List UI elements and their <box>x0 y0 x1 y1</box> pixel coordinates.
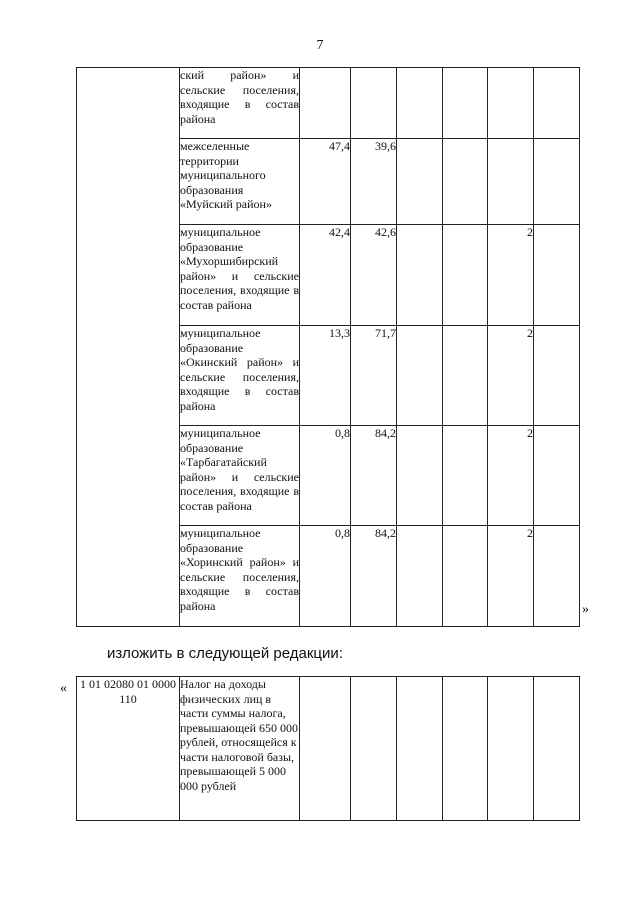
budget-table-new-edition <box>76 676 580 821</box>
value-cell: 42,6 <box>351 225 397 326</box>
value-cell <box>488 677 534 821</box>
value-cell <box>397 139 443 225</box>
closing-quote-mark: » <box>582 602 589 617</box>
value-cell <box>443 526 488 627</box>
value-cell <box>534 225 580 326</box>
value-cell <box>534 139 580 225</box>
instruction-text: изложить в следующей редакции: <box>107 645 343 662</box>
value-cell <box>443 68 488 139</box>
value-cell: 42,4 <box>300 225 351 326</box>
row-name-cell: Налог на доходы физических лиц в части суммы налога, превышающей 650 000 рублей, относящейся к части налоговой базы, превышающей 5 000 000 рублей <box>180 677 300 821</box>
value-cell: 84,2 <box>351 426 397 526</box>
value-cell: 84,2 <box>351 526 397 627</box>
value-cell <box>488 68 534 139</box>
value-cell: 2 <box>488 426 534 526</box>
page-number: 7 <box>316 38 324 53</box>
value-cell: 47,4 <box>300 139 351 225</box>
value-cell <box>397 677 443 821</box>
value-cell: 71,7 <box>351 326 397 426</box>
value-cell <box>397 68 443 139</box>
code-cell <box>77 68 180 627</box>
budget-table-continuation <box>76 67 580 627</box>
value-cell <box>300 677 351 821</box>
budget-code-cell: 1 01 02080 01 0000 110 <box>77 677 180 821</box>
value-cell <box>443 426 488 526</box>
row-name-cell: ский район» и сельские поселения, входящие в состав района <box>180 68 300 139</box>
value-cell <box>443 225 488 326</box>
row-name-cell: муниципальное образование «Окинский район» и сельские поселения, входящие в состав района <box>180 326 300 426</box>
value-cell <box>351 677 397 821</box>
opening-quote-mark: « <box>60 681 67 696</box>
value-cell: 13,3 <box>300 326 351 426</box>
value-cell <box>397 526 443 627</box>
value-cell <box>534 426 580 526</box>
value-cell: 2 <box>488 326 534 426</box>
value-cell <box>443 326 488 426</box>
value-cell <box>488 139 534 225</box>
value-cell <box>397 426 443 526</box>
value-cell: 0,8 <box>300 526 351 627</box>
value-cell: 39,6 <box>351 139 397 225</box>
table-row <box>77 68 580 139</box>
row-name-cell: межселенные территории муниципального образования «Муйский район» <box>180 139 300 225</box>
value-cell <box>443 139 488 225</box>
value-cell <box>397 326 443 426</box>
value-cell <box>300 68 351 139</box>
table-row <box>77 677 580 821</box>
value-cell <box>534 677 580 821</box>
row-name-cell: муниципальное образование «Хоринский район» и сельские поселения, входящие в состав района <box>180 526 300 627</box>
value-cell: 2 <box>488 225 534 326</box>
row-name-cell: муниципальное образование «Тарбагатайский район» и сельские поселения, входящие в состав района <box>180 426 300 526</box>
row-name-cell: муниципальное образование «Мухоршибирский район» и сельские поселения, входящие в состав района <box>180 225 300 326</box>
value-cell <box>397 225 443 326</box>
value-cell: 0,8 <box>300 426 351 526</box>
value-cell: 2 <box>488 526 534 627</box>
value-cell <box>351 68 397 139</box>
value-cell <box>534 68 580 139</box>
value-cell <box>443 677 488 821</box>
value-cell <box>534 526 580 627</box>
value-cell <box>534 326 580 426</box>
